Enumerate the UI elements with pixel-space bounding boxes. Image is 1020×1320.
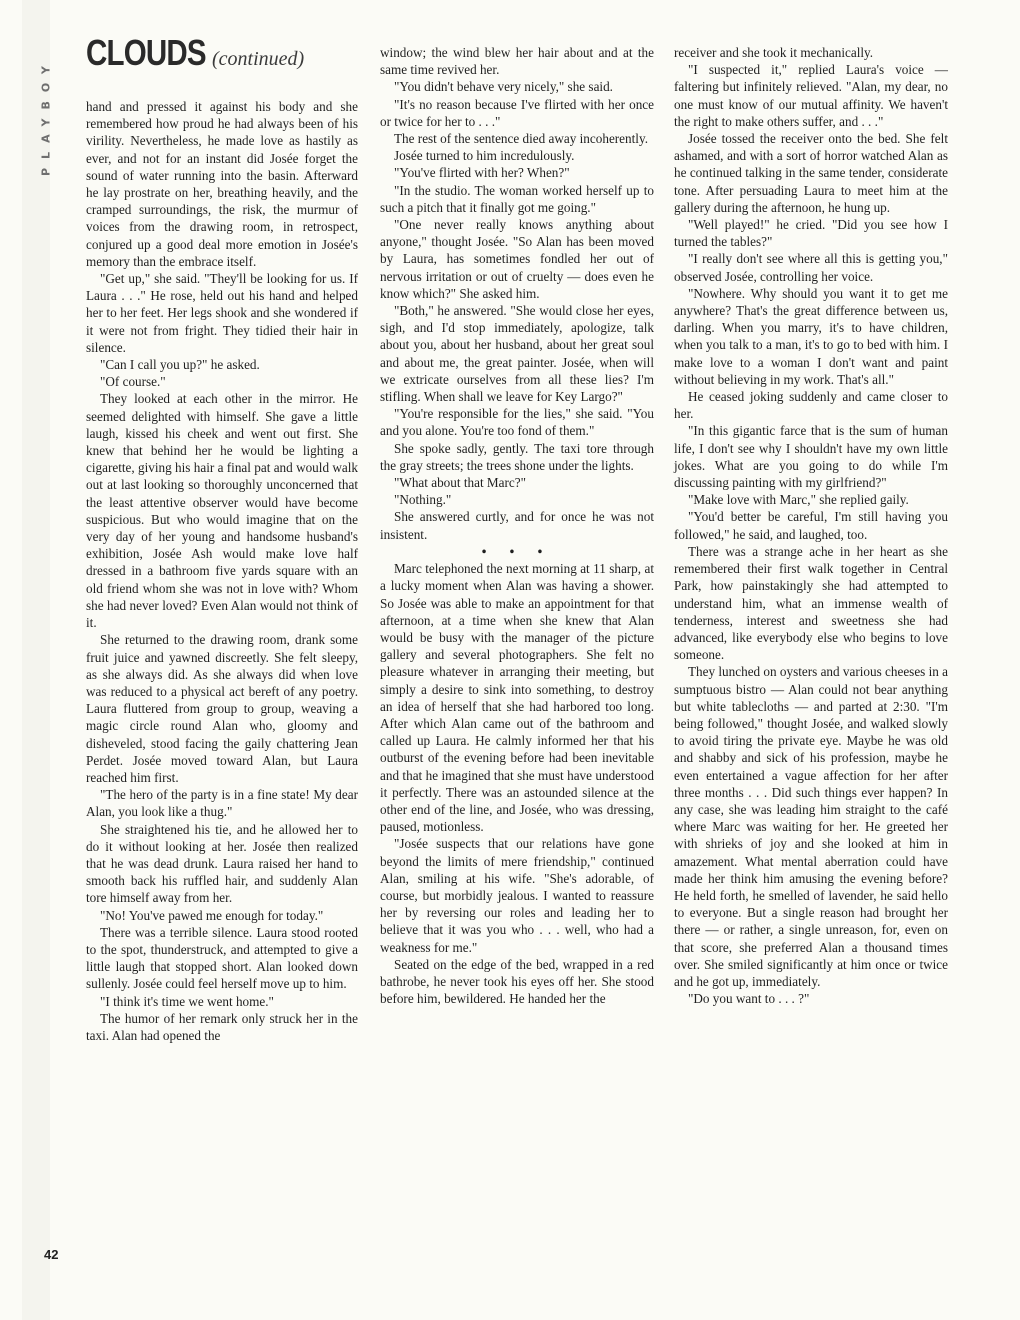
paragraph: She spoke sadly, gently. The taxi tore through the gray streets; the trees shone under the lights. bbox=[380, 440, 654, 473]
paragraph: "In the studio. The woman worked herself up to such a pitch that it finally got me going." bbox=[380, 182, 654, 215]
paragraph: "I really don't see where all this is getting you," observed Josée, controlling her voice. bbox=[674, 251, 948, 284]
paragraph: receiver and she took it mechanically. bbox=[674, 45, 874, 60]
paragraph: "Of course." bbox=[100, 374, 166, 390]
article-column-2 bbox=[380, 44, 654, 1007]
paragraph: "You've flirted with her? When?" bbox=[394, 165, 570, 181]
paragraph: "Well played!" he cried. "Did you see how I turned the tables?" bbox=[674, 217, 948, 250]
paragraph: She returned to the drawing room, drank some fruit juice and yawned discreetly. She felt sleepy, as she always did. As she always did when love was reduced to a physical act bereft of any poetry. Laura fluttered from group to group, weaving a magic circle round Alan who, gloomy and disheveled, stood facing the gaily chattering Jean Perdet. Josée moved toward Alan, but Laura reached him first. bbox=[86, 632, 358, 785]
paragraph: "I suspected it," replied Laura's voice — faltering but infinitely relieved. "Alan, my dear, no one must know of our mutual affinity. We haven't the right to make others suffer, and . . ." bbox=[674, 62, 948, 129]
paragraph: "It's no reason because I've flirted with her once or twice for her to . . ." bbox=[380, 96, 654, 129]
paragraph: window; the wind blew her hair about and at the same time revived her. bbox=[380, 45, 654, 78]
paragraph: "Get up," she said. "They'll be looking for us. If Laura . . ." He rose, held out his hand and helped her to her feet. Her legs shook and she wondered if it were not from fright. They tidied their hair in silence. bbox=[86, 271, 358, 355]
paragraph: "Do you want to . . . ?" bbox=[688, 991, 810, 1007]
article-column-1 bbox=[86, 32, 358, 1044]
paragraph: "The hero of the party is in a fine state! My dear Alan, you look like a thug." bbox=[86, 787, 358, 820]
paragraph: "What about that Marc?" bbox=[394, 475, 526, 491]
paragraph: Josée turned to him incredulously. bbox=[394, 148, 575, 164]
article-column-3 bbox=[674, 44, 948, 1007]
paragraph: "Nothing." bbox=[394, 492, 452, 508]
paragraph: They looked at each other in the mirror. He seemed delighted with himself. She gave a little laugh, kissed his cheek and went out first. She knew that behind her he would be lighting a cigarette, giving his hair a final pat and would walk out at last looking so thoroughly unconcerned that the least attentive observer would have become suspicious. But who would imagine that on the very day of her young and handsome husband's exhibition, Josée Ash would make love half dressed in a bathroom five yards square with an old friend whom she was not in love with? Whom she had never loved? Even Alan would not think of it. bbox=[86, 391, 358, 631]
sidebar-strip bbox=[22, 0, 50, 1320]
paragraph: They lunched on oysters and various cheeses in a sumptuous bistro — Alan could not bear anything but white tablecloths — and parted at 2:30. "I'm being followed," thought Josée, and walked slowly to avoid tiring the private eye. Maybe he was old and shabby and sick of his profession, maybe he even entertained a vague affection for her after three months . . . Did such things ever happen? In any case, she was leading him straight to the café where Marc was waiting for her. He greeted her with shrieks of joy and she looked at him in amazement. What mental aberration could have made her think him amusing the evening before? He held forth, he smelled of lavender, he said hello to everyone. But a single reason had brought her there — or rather, a single unreason, for, even on that score, she preferred Alan a thousand times over. She smiled significantly at him once or twice and he got up, immediately. bbox=[674, 664, 949, 989]
paragraph: "I think it's time we went home." bbox=[100, 993, 274, 1009]
paragraph: "Make love with Marc," she replied gaily. bbox=[688, 492, 909, 508]
paragraph: He ceased joking suddenly and came closer to her. bbox=[674, 389, 948, 422]
paragraph: "Josée suspects that our relations have gone beyond the limits of mere friendship," continued Alan, smiling at his wife. "She's adorable, of course, but morbidly jealous. I wanted to reassure her by reversing our roles and leading her to believe that it was you who . . . well, who had a weakness for me." bbox=[380, 836, 654, 955]
paragraph: "You're responsible for the lies," she said. "You and you alone. You're too fond of them." bbox=[380, 406, 654, 439]
article-subtitle: (continued) bbox=[212, 48, 305, 70]
paragraph: She straightened his tie, and he allowed her to do it without looking at her. Josée then realized that he was dead drunk. Laura raised her hand to smooth back his ruffled hair, and suddenly Alan tore himself away from her. bbox=[86, 821, 358, 906]
paragraph: "One never really knows anything about anyone," thought Josée. "So Alan has been moved by Laura, has sometimes fondled her out of nervous irritation or out of cruelty — does even he know which?" She asked him. bbox=[380, 217, 654, 301]
paragraph: "Both," he answered. "She would close her eyes, sigh, and I'd stop immediately, apologize, talk about you, about her husband, about her great soul and about me, the great painter. Josée, when will we extricate ourselves from all these lies? I'm stifling. When shall we leave for Key Largo?" bbox=[380, 303, 654, 405]
paragraph: She answered curtly, and for once he was not insistent. bbox=[380, 509, 654, 542]
paragraph: The rest of the sentence died away incoherently. bbox=[394, 131, 648, 147]
paragraph: "Can I call you up?" he asked. bbox=[100, 357, 260, 373]
paragraph: "Nowhere. Why should you want it to get me anywhere? That's the great difference between us, darling. When you marry, it's to have children, when you talk to a man, it's to go to bed with him. I make love to a woman I don't want and paint without believing in my work. That's all." bbox=[674, 285, 948, 387]
article-title: CLOUDS bbox=[86, 32, 206, 73]
paragraph: The humor of her remark only struck her in the taxi. Alan had opened the bbox=[86, 1010, 358, 1043]
section-break: • • • bbox=[481, 543, 553, 559]
paragraph: "No! You've pawed me enough for today." bbox=[100, 907, 324, 923]
paragraph: Josée tossed the receiver onto the bed. She felt ashamed, and with a sort of horror watched Alan as he continued talking in the same tender, considerate tone. After persuading Laura to meet him at the gallery during the afternoon, he hung up. bbox=[674, 131, 948, 215]
paragraph: hand and pressed it against his body and she remembered how proud he had always been of his virility. Nevertheless, he made love as hastily as ever, and not for an instant did Josée forget the sound of water running into the basin. Afterward he lay prostrate on her, breathing heavily, and the cramped surroundings, the risk, the murmur of voices from the drawing room, in retrospect, conjured up a good deal more emotion in Josée's memory than the embrace itself. bbox=[86, 99, 358, 269]
paragraph: "You didn't behave very nicely," she said. bbox=[394, 79, 613, 95]
paragraph: "You'd better be careful, I'm still having you followed," he said, and laughed, too. bbox=[674, 509, 948, 542]
magazine-brand: PLAYBOY bbox=[39, 57, 53, 177]
headline bbox=[86, 32, 358, 94]
paragraph: "In this gigantic farce that is the sum of human life, I don't see why I shouldn't have my own little jokes. What are you going to do while I'm discussing painting with my girlfriend?" bbox=[674, 423, 948, 491]
paragraph: Seated on the edge of the bed, wrapped in a red bathrobe, he never took his eyes off her. She stood before him, bewildered. He handed her the bbox=[380, 956, 654, 1007]
paragraph: There was a terrible silence. Laura stood rooted to the spot, thunderstruck, and attempted to give a little laugh that stopped short. Alan looked down sullenly. Josée could feel herself move up to him. bbox=[86, 924, 358, 992]
page-number: 42 bbox=[44, 1247, 59, 1262]
paragraph: There was a strange ache in her heart as she remembered their first walk together in Central Park, how painstakingly she had attempted to understand him, what an immense wealth of tenderness, interest and sweetness she had advanced, like everybody else who begins to love someone. bbox=[674, 543, 948, 663]
paragraph: Marc telephoned the next morning at 11 sharp, at a lucky moment when Alan was having a shower. So Josée was able to make an appointment for that afternoon, at a time when she knew that Alan would be busy with the manager of the picture gallery and several photographers. She felt no pleasure whatever in arranging their meeting, but simply a desire to sink into something, to destroy an idea of herself that she had harbored too long. After which Alan came out of the bathroom and called up Laura. He calmly informed her that his outburst of the evening before had been inevitable and that he imagined that she must have understood it perfectly. There was an astounded silence at the other end of the line, and Josée, who was dressing, paused, motionless. bbox=[380, 561, 654, 835]
